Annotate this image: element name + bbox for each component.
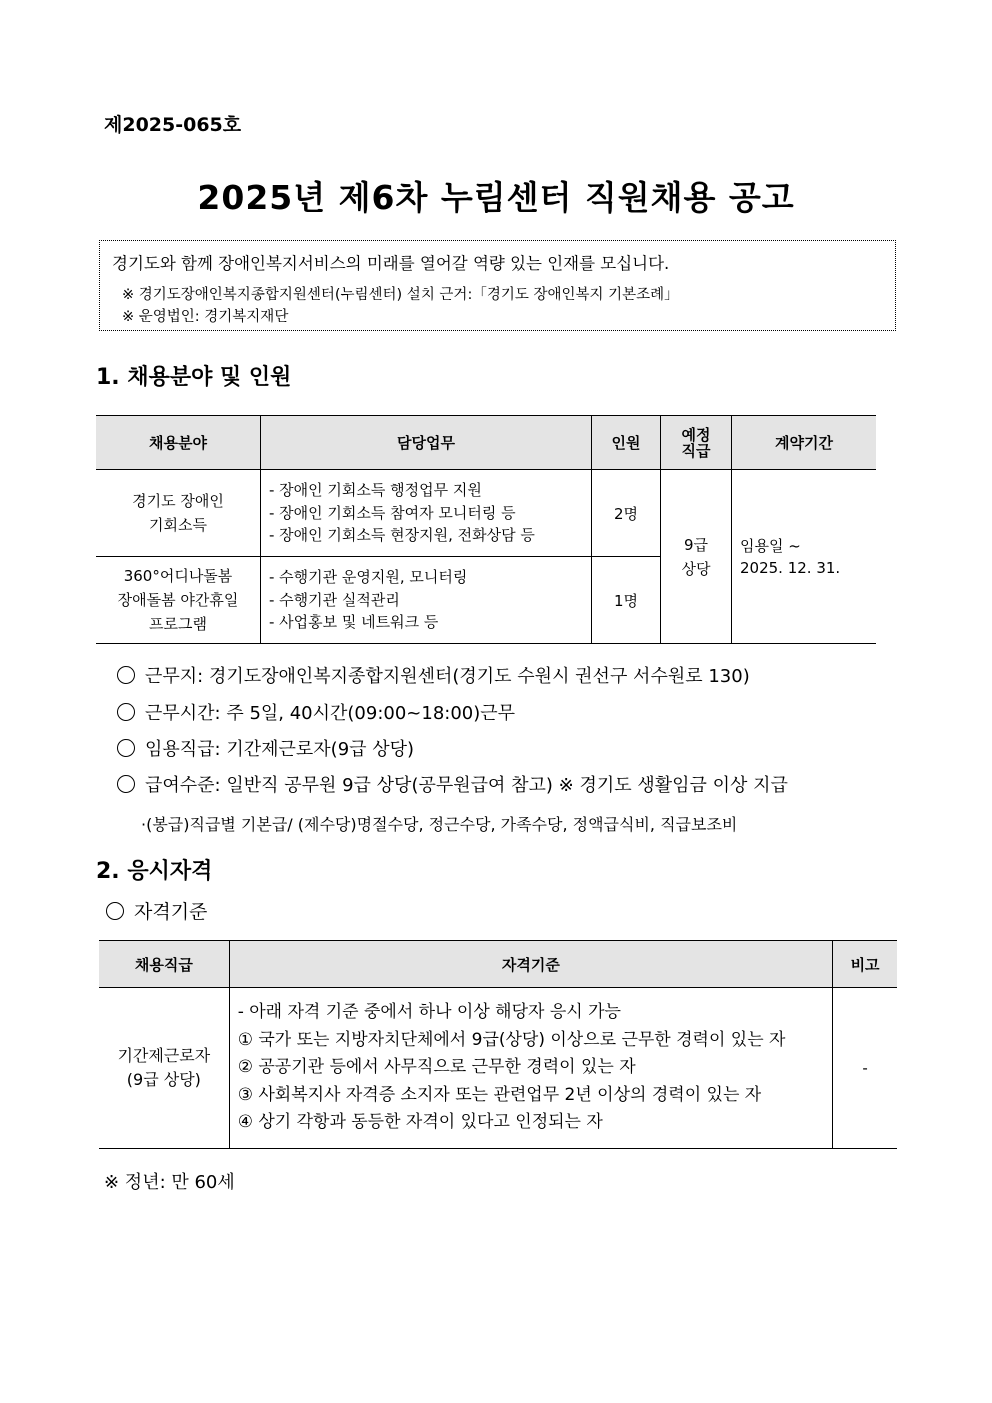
bullet-salary: 급여수준: 일반직 공무원 9급 상당(공무원급여 참고) ※ 경기도 생활임금 이상 지급	[117, 771, 788, 797]
document-number: 제2025-065호	[104, 114, 242, 136]
intro-message: 경기도와 함께 장애인복지서비스의 미래를 열어갈 역량 있는 인재를 모십니다.	[112, 254, 670, 273]
qualification-subheading: 자격기준	[106, 897, 207, 924]
duty-item: - 수행기관 실적관리	[269, 590, 400, 609]
count-cell: 1명	[592, 557, 661, 644]
criteria-item: ① 국가 또는 지방자치단체에서 9급(상당) 이상으로 근무한 경력이 있는 자	[237, 1029, 786, 1050]
criteria-cell	[229, 988, 832, 1149]
field-cell: 360°어디나돌봄 장애돌봄 야간휴일 프로그램	[96, 557, 261, 644]
count-cell: 2명	[592, 470, 661, 557]
bullet-hours: 근무시간: 주 5일, 40시간(09:00~18:00)근무	[117, 699, 515, 725]
bullet-workplace: 근무지: 경기도장애인복지종합지원센터(경기도 수원시 권선구 서수원로 130)	[117, 662, 750, 688]
field-cell: 경기도 장애인 기회소득	[96, 470, 261, 557]
note-cell: -	[833, 988, 897, 1149]
criteria-item: ③ 사회복지사 자격증 소지자 또는 관련업무 2년 이상의 경력이 있는 자	[237, 1084, 762, 1105]
duty-item: - 사업홍보 및 네트워크 등	[269, 613, 439, 632]
duty-item: - 장애인 기회소득 현장지원, 전화상담 등	[269, 526, 535, 545]
intro-note-operator: ※ 운영법인: 경기복지재단	[122, 309, 289, 325]
criteria-item: ② 공공기관 등에서 사무직으로 근무한 경력이 있는 자	[237, 1057, 636, 1078]
grade-cell: 9급 상당	[661, 470, 732, 644]
duty-item: - 수행기관 운영지원, 모니터링	[269, 568, 468, 587]
header-duties: 담당업무	[261, 416, 592, 470]
header-note: 비고	[833, 941, 897, 988]
criteria-item: - 아래 자격 기준 중에서 하나 이상 해당자 응시 가능	[237, 1002, 621, 1023]
section1-heading: 1. 채용분야 및 인원	[96, 365, 292, 390]
duties-cell	[261, 470, 592, 557]
circle-bullet-icon	[117, 703, 135, 721]
qualification-table	[99, 940, 897, 1149]
circle-bullet-icon	[117, 666, 135, 684]
grade-cell: 기간제근로자 (9급 상당)	[99, 988, 229, 1149]
intro-note-legal-basis: ※ 경기도장애인복지종합지원센터(누림센터) 설치 근거:「경기도 장애인복지 기본조례」	[122, 287, 679, 303]
circle-bullet-icon	[117, 739, 135, 757]
criteria-item: ④ 상기 각항과 동등한 자격이 있다고 인정되는 자	[237, 1112, 603, 1133]
header-grade: 예정 직급	[661, 416, 732, 470]
header-contract: 계약기간	[732, 416, 877, 470]
salary-detail: ·(봉급)직급별 기본급/ (제수당)명절수당, 정근수당, 가족수당, 정액급식비, 직급보조비	[141, 815, 738, 834]
retirement-age-note: ※ 정년: 만 60세	[104, 1172, 235, 1193]
header-grade: 채용직급	[99, 941, 229, 988]
header-criteria: 자격기준	[229, 941, 832, 988]
header-count: 인원	[592, 416, 661, 470]
page-title: 2025년 제6차 누림센터 직원채용 공고	[197, 178, 795, 217]
section2-heading: 2. 응시자격	[96, 859, 213, 884]
circle-bullet-icon	[106, 902, 124, 920]
bullet-position: 임용직급: 기간제근로자(9급 상당)	[117, 735, 414, 761]
contract-cell: 임용일 ~ 2025. 12. 31.	[732, 470, 877, 644]
duty-item: - 장애인 기회소득 참여자 모니터링 등	[269, 503, 516, 522]
duty-item: - 장애인 기회소득 행정업무 지원	[269, 481, 482, 500]
header-field: 채용분야	[96, 416, 261, 470]
table-row	[99, 988, 897, 1149]
table-row	[96, 470, 876, 557]
duties-cell	[261, 557, 592, 644]
circle-bullet-icon	[117, 775, 135, 793]
recruitment-table	[96, 415, 876, 644]
